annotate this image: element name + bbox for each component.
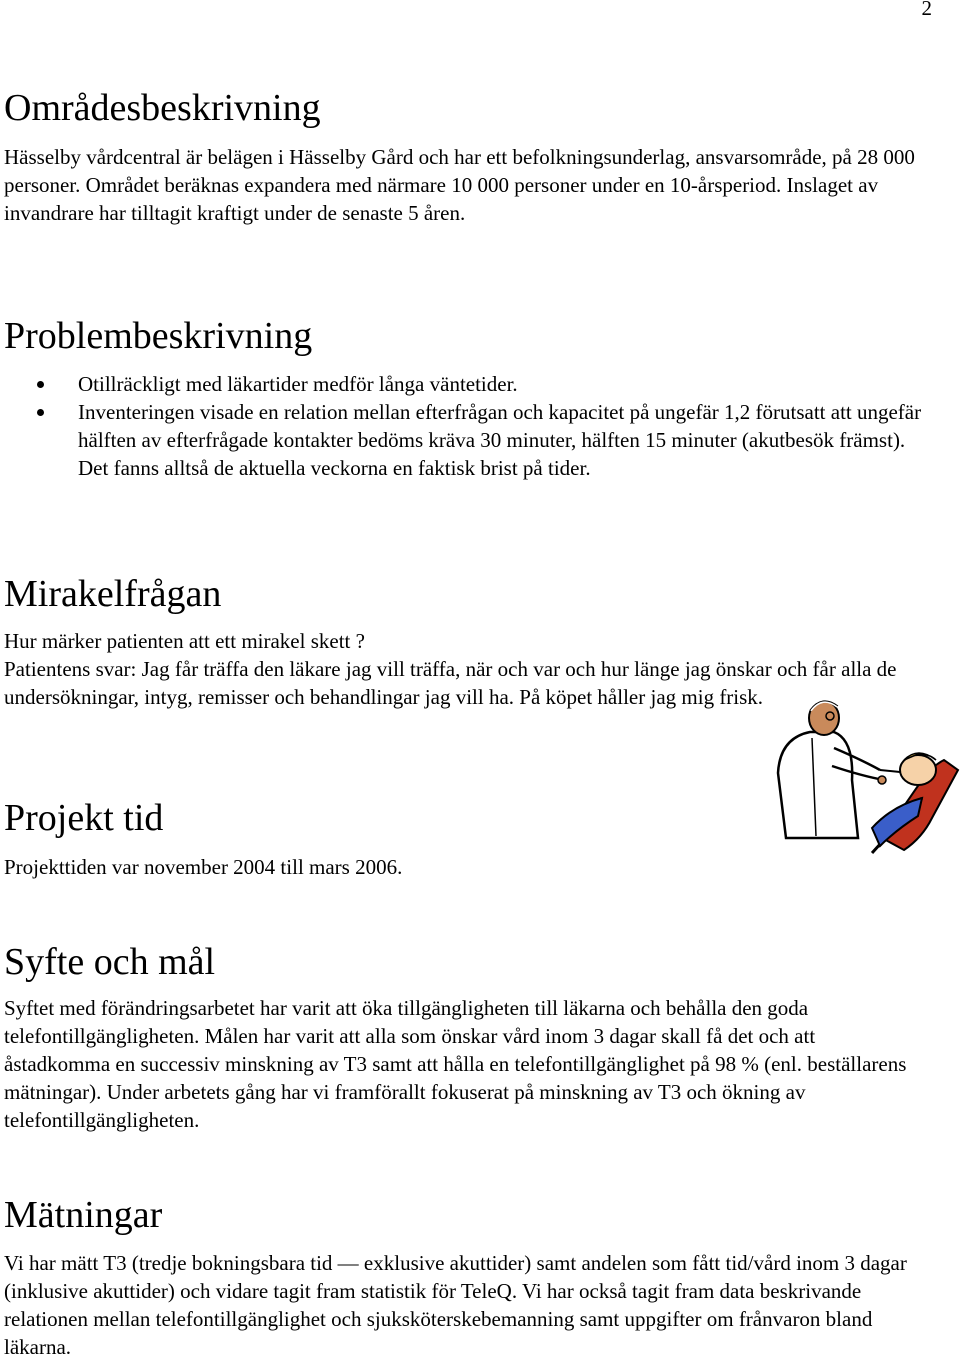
bullet-item [0, 398, 938, 482]
paragraph-mirakelfragan: Patientens svar: Jag får träffa den läkare jag vill träffa, när och var och hur länge jag önskar och får alla de undersökningar, intyg, remisser och behandlingar jag vill ha. På köpet håller jag mig frisk. [4, 657, 897, 709]
bullet-icon [37, 381, 44, 388]
heading-mirakelfragan: Mirakelfrågan [4, 573, 222, 615]
paragraph-syfte-och-mal: Syftet med förändringsarbetet har varit att öka tillgängligheten till läkarna och behålla den goda telefontillgängligheten. Målen har varit att alla som önskar vård inom 3 dagar skall få det och att åstadkomma en successiv minskning av T3 samt att hålla en telefontillgänglighet på 98 % (enl. beställarens mätningar). Under arbetets gång har vi framförallt fokuserat på minskning av T3 och ökning av telefontillgängligheten. [4, 996, 907, 1132]
heading-omradesbeskrivning: Områdesbeskrivning [4, 87, 321, 129]
paragraph-matningar: Vi har mätt T3 (tredje bokningsbara tid — exklusive akuttider) samt andelen som fått tid/vård inom 3 dagar (inklusive akuttider) och vidare tagit fram statistik för TeleQ. Vi har också tagit fram data beskrivande relationen mellan telefontillgänglighet och sjuksköterskebemanning samt uppgifter om frånvaron bland läkarna. [4, 1251, 907, 1359]
heading-syfte-och-mal: Syfte och mål [4, 941, 216, 983]
heading-problembeskrivning: Problembeskrivning [4, 315, 313, 357]
doctor-examining-patient-clipart-icon [772, 688, 960, 863]
bullet-item [0, 370, 938, 398]
bullet-text: Otillräckligt med läkartider medför långa väntetider. [78, 372, 518, 396]
problem-bullet-list [0, 370, 938, 482]
paragraph-omradesbeskrivning: Hässelby vårdcentral är belägen i Hässelby Gård och har ett befolkningsunderlag, ansvarsområde, på 28 000 personer. Området beräknas expandera med närmare 10 000 personer under en 10-årsperiod. Inslaget av invandrare har tilltagit kraftigt under de senaste 5 åren. [4, 145, 915, 225]
paragraph-projekt-tid: Projekttiden var november 2004 till mars 2006. [4, 855, 403, 879]
heading-projekt-tid: Projekt tid [4, 797, 164, 839]
heading-matningar: Mätningar [4, 1194, 163, 1236]
bullet-text: Inventeringen visade en relation mellan efterfrågan och kapacitet på ungefär 1,2 förutsatt att ungefär hälften av efterfrågade kontakter bedöms kräva 30 minuter, hälften 15 minuter (akutbesök främst). Det fanns alltså de aktuella veckorna en faktisk brist på tider. [78, 400, 922, 480]
bullet-icon [37, 409, 44, 416]
page-number: 2 [921, 0, 932, 20]
miracle-question: Hur märker patienten att ett mirakel skett ? [4, 629, 365, 653]
